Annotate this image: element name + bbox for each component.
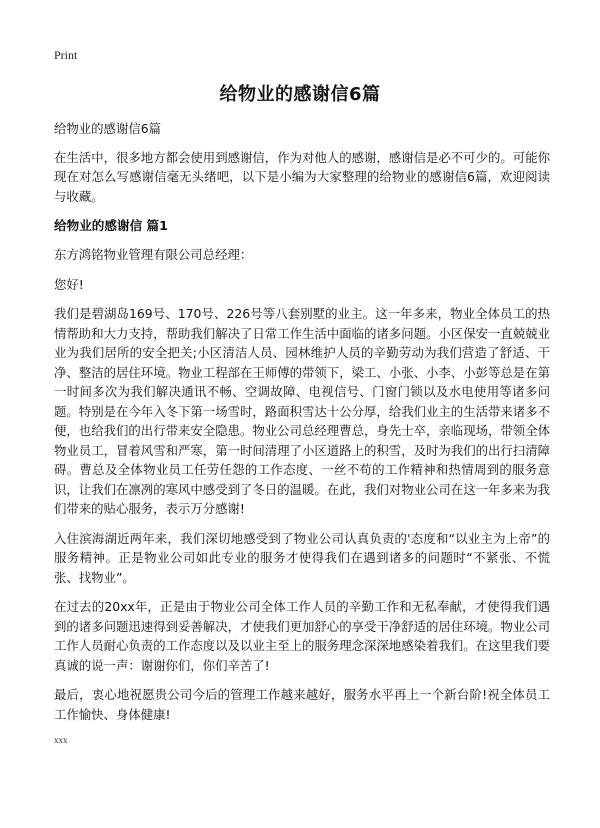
intro-paragraph: 在生活中，很多地方都会使用到感谢信，作为对他人的感谢，感谢信是必不可少的。可能你现在对怎么写感谢信毫无头绪吧，以下是小编为大家整理的给物业的感谢信6篇，欢迎阅读与收藏。 [54, 149, 550, 204]
letter-paragraph-1: 我们是碧湖岛169号、170号、226号等八套别墅的业主。这一年多来，物业全体员工的热情帮助和大力支持，帮助我们解决了日常工作生活中面临的诸多问题。小区保安一直兢兢业业为我们居所的安全把关;小区清洁人员、园林维护人员的辛勤劳动为我们营造了舒适、干净、整洁的居住环境。物业工程部在王师傅的带领下，梁工、小张、小李、小彭等总是在第一时间多次为我们解决通讯不畅、空调故障、电视信号、门窗门锁以及水电使用等诸多问题。特别是在今年入冬下第一场雪时，路面积雪达十公分厚，给我们业主的生活带来诸多不便，也给我们的出行带来安全隐患。物业公司总经理曹总，身先士卒，亲临现场，带领全体物业员工，冒着风雪和严寒，第一时间清理了小区道路上的积雪，及时为我们的出行扫清障碍。曹总及全体物业员工任劳任怨的工作态度、一丝不苟的工作精神和热情周到的服务意识，让我们在凛冽的寒风中感受到了冬日的温暖。在此，我们对物业公司在这一年多来为我们带来的贴心服务，表示万分感谢! [54, 306, 550, 516]
page-title: 给物业的感谢信6篇 [219, 84, 381, 105]
letter-paragraph-4: 最后，衷心地祝愿贵公司今后的管理工作越来越好，服务水平再上一个新台阶!祝全体员工工作愉快、身体健康! [54, 687, 550, 722]
article-subtitle: 给物业的感谢信6篇 [54, 121, 162, 136]
article-body [54, 119, 550, 746]
letter-paragraph-3: 在过去的20xx年，正是由于物业公司全体工作人员的辛勤工作和无私奉献，才使得我们遇到的诸多问题迅速得到妥善解决，才使我们更加舒心的享受干净舒适的居住环境。物业公司工作人员耐心负责的工作态度以及以业主至上的服务理念深深地感染着我们。在这里我们要真诚的说一声：谢谢你们，你们辛苦了! [54, 599, 550, 673]
print-link[interactable]: Print [54, 48, 78, 62]
letter-paragraph-2: 入住滨海湖近两年来，我们深切地感受到了物业公司认真负责的'态度和“以业主为上帝”的服务精神。正是物业公司如此专业的服务才使得我们在遇到诸多的问题时“不紧张、不慌张、找物业”。 [54, 530, 550, 585]
section-heading: 给物业的感谢信 篇1 [54, 218, 168, 233]
letter-signature: xxx [54, 735, 68, 745]
letter-greeting: 您好! [54, 276, 84, 292]
letter-salutation: 东方鸿铭物业管理有限公司总经理： [54, 247, 253, 262]
